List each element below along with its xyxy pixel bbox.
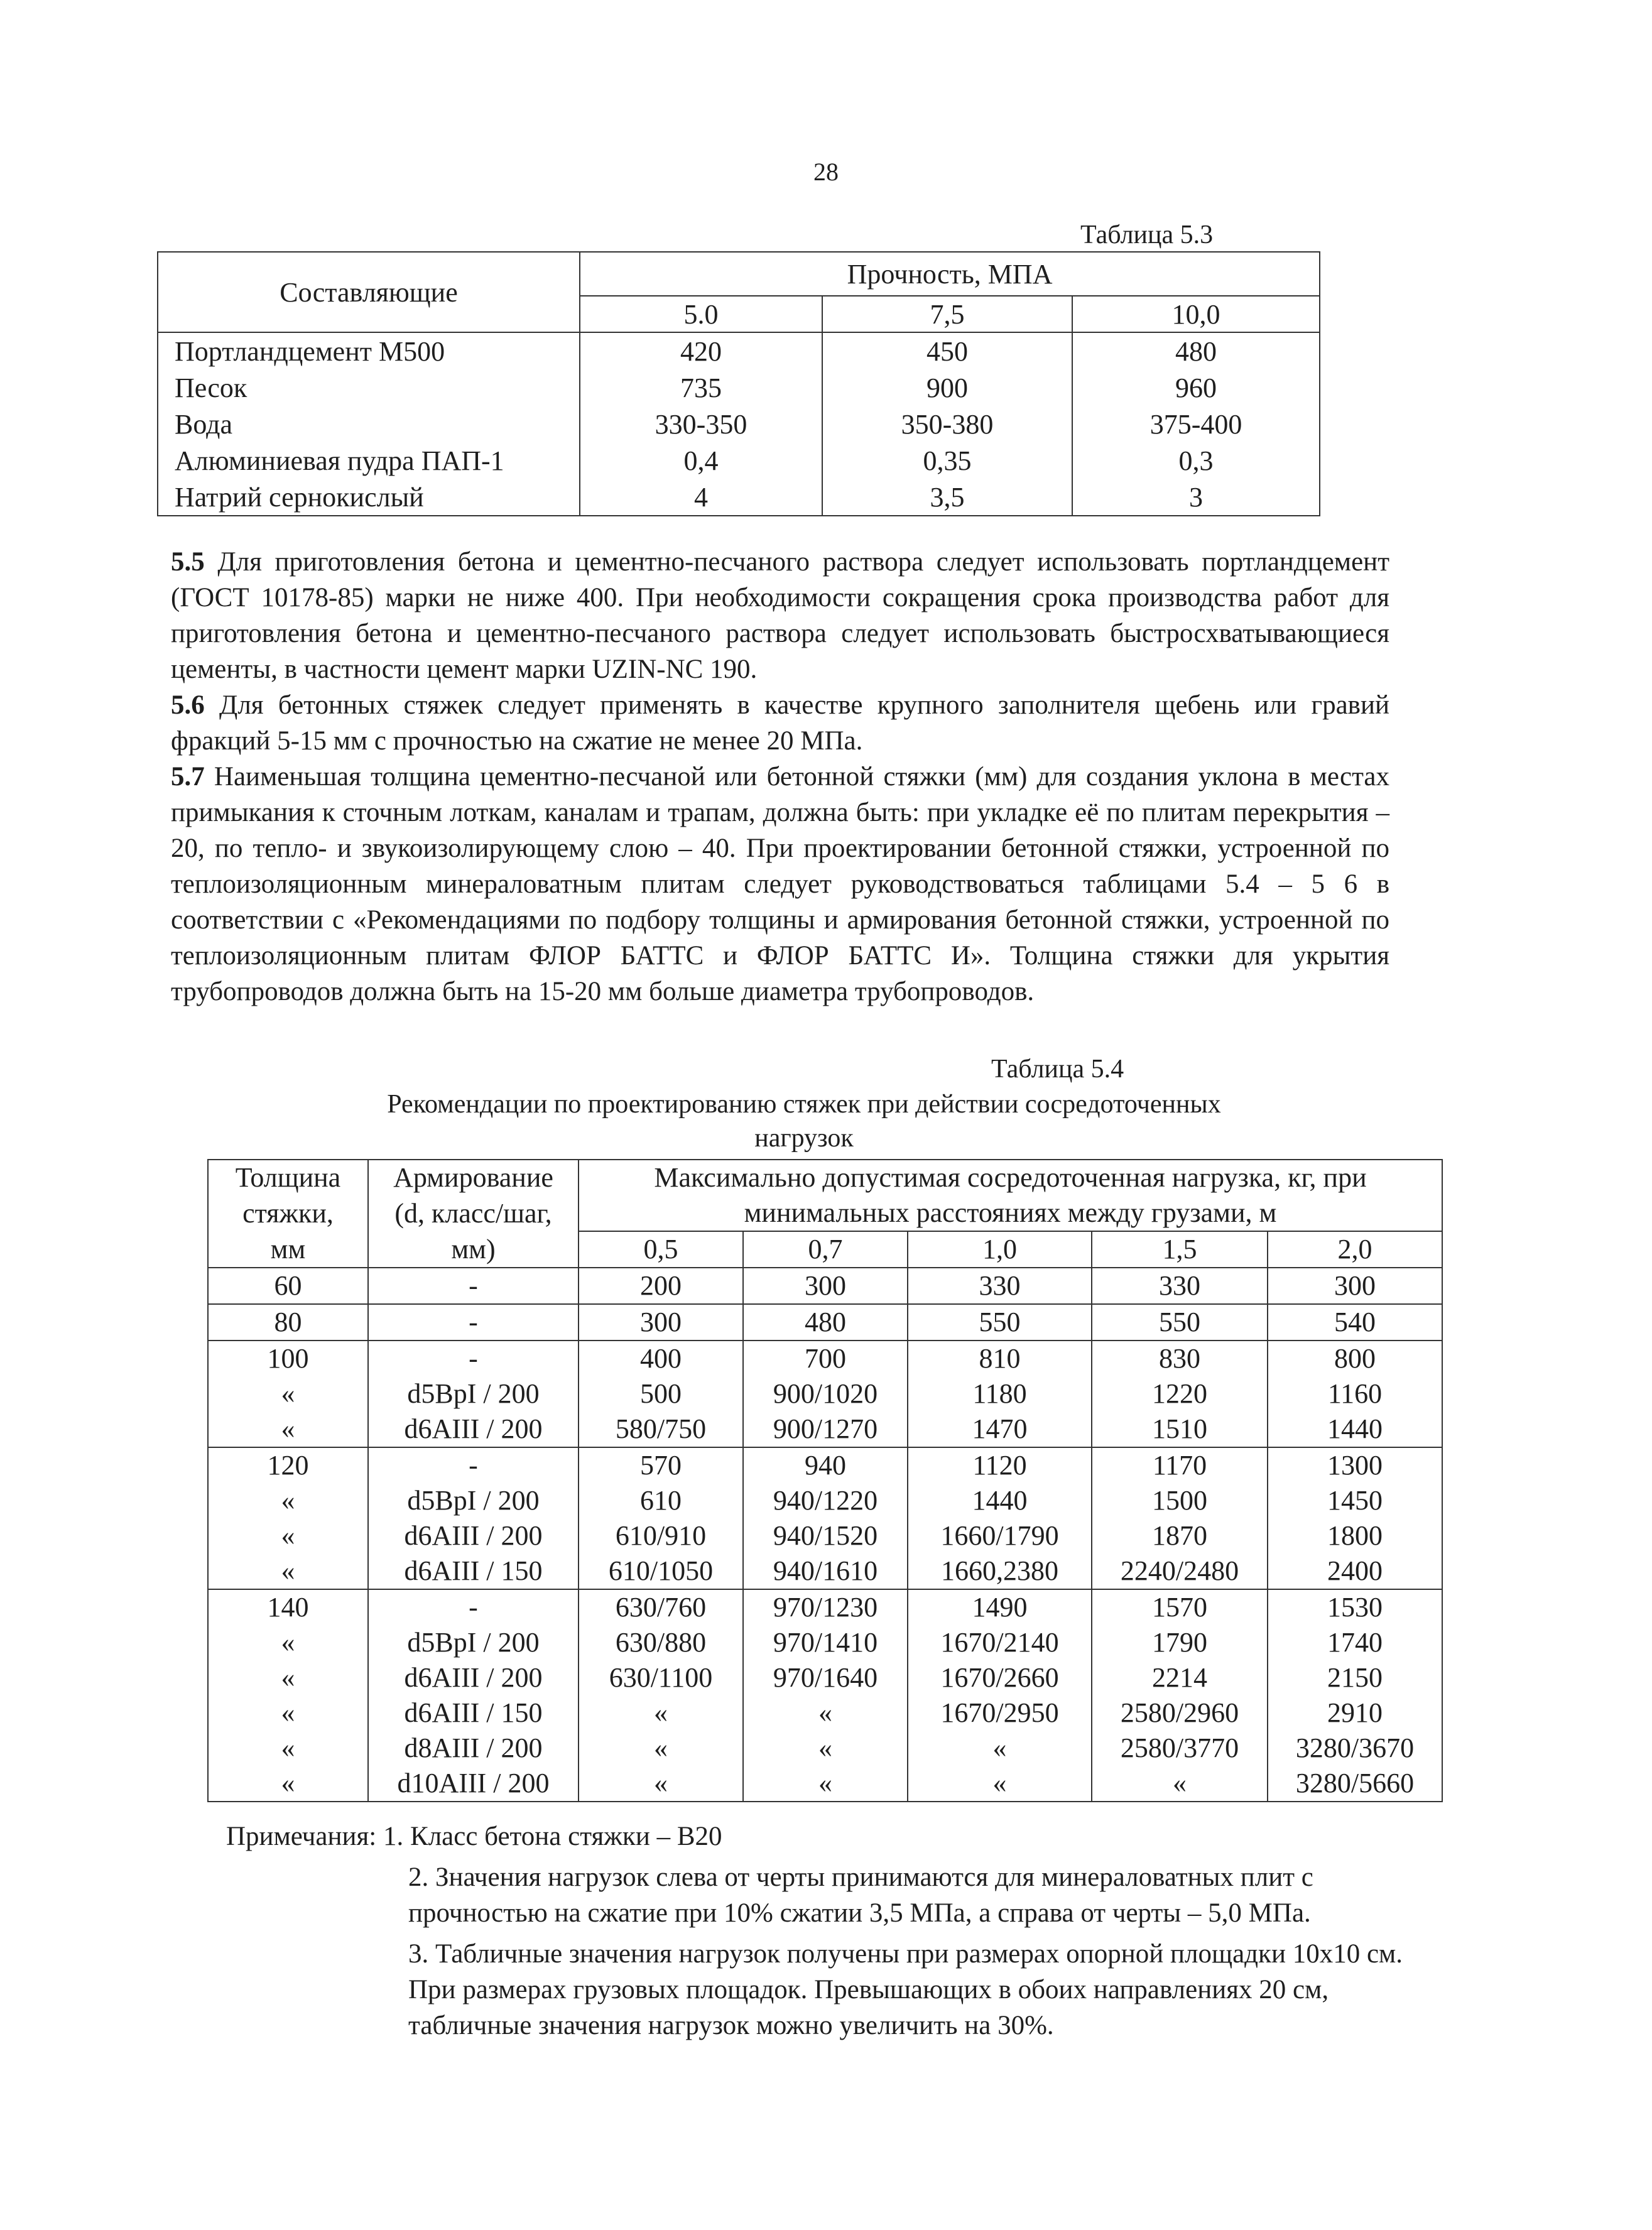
load-cell: 610 xyxy=(579,1483,743,1518)
row-label: Натрий сернокислый xyxy=(158,479,580,516)
load-cell: 940 xyxy=(743,1447,908,1483)
load-cell: 1170 xyxy=(1092,1447,1268,1483)
load-cell: 1510 xyxy=(1092,1411,1268,1447)
load-cell: 300 xyxy=(1268,1268,1442,1304)
table-5-4 xyxy=(207,1159,1443,1802)
cell: 350-380 xyxy=(822,406,1072,442)
table-row xyxy=(208,1731,1442,1766)
cell: 450 xyxy=(822,332,1072,369)
distance-header: 0,5 xyxy=(579,1231,743,1268)
column-header: 5.0 xyxy=(580,296,822,332)
load-cell: 2580/2960 xyxy=(1092,1695,1268,1731)
load-cell: 1220 xyxy=(1092,1376,1268,1411)
load-cell: 1490 xyxy=(908,1589,1092,1625)
thickness-cell: « xyxy=(208,1411,368,1447)
load-cell: « xyxy=(579,1731,743,1766)
table-row xyxy=(208,1268,1442,1304)
paragraph-number: 5.6 xyxy=(171,690,205,720)
load-cell: 1440 xyxy=(908,1483,1092,1518)
load-cell: 800 xyxy=(1268,1341,1442,1376)
paragraph-text: Для приготовления бетона и цементно-песчаного раствора следует использовать портландцемент (ГОСТ 10178-85) марки не ниже 400. При необходимости сокращения срока производства работ для приготовления бетона и цементно-песчаного раствора следует использовать быстросхватывающиеся цементы, в частности цемент марки UZIN-NC 190. xyxy=(171,547,1389,684)
paragraph-number: 5.7 xyxy=(171,762,205,791)
thickness-cell: « xyxy=(208,1483,368,1518)
cell: 735 xyxy=(580,369,822,406)
table-row xyxy=(158,406,1320,442)
load-cell: 2240/2480 xyxy=(1092,1553,1268,1589)
load-cell: « xyxy=(743,1731,908,1766)
cell: 0,4 xyxy=(580,442,822,479)
reinforcement-cell: - xyxy=(368,1447,579,1483)
load-cell: 330 xyxy=(908,1268,1092,1304)
reinforcement-cell: d6AIII / 200 xyxy=(368,1518,579,1553)
load-cell: 300 xyxy=(743,1268,908,1304)
load-cell: 300 xyxy=(579,1304,743,1341)
cell: 3,5 xyxy=(822,479,1072,516)
column-header: стяжки, xyxy=(208,1195,368,1231)
load-cell: 630/760 xyxy=(579,1589,743,1625)
table-row xyxy=(158,332,1320,369)
thickness-cell: « xyxy=(208,1731,368,1766)
table-row xyxy=(158,369,1320,406)
load-cell: 1530 xyxy=(1268,1589,1442,1625)
cell: 0,3 xyxy=(1072,442,1320,479)
table-row xyxy=(208,1483,1442,1518)
column-header: 7,5 xyxy=(822,296,1072,332)
column-header: мм xyxy=(208,1231,368,1268)
load-cell: 1870 xyxy=(1092,1518,1268,1553)
reinforcement-cell: d5BpI / 200 xyxy=(368,1376,579,1411)
note-item: 3. Табличные значения нагрузок получены при размерах опорной площадки 10х10 см. При размерах грузовых площадок. Превышающих в обоих направлениях 20 см, табличные значения нагрузок можно увеличить на 30%. xyxy=(408,1939,1403,2040)
row-label: Портландцемент М500 xyxy=(158,332,580,369)
column-header: (d, класс/шаг, xyxy=(368,1195,579,1231)
table-5-4-body xyxy=(208,1268,1442,1802)
load-cell: 610/910 xyxy=(579,1518,743,1553)
thickness-cell: 100 xyxy=(208,1341,368,1376)
cell: 900 xyxy=(822,369,1072,406)
thickness-cell: « xyxy=(208,1625,368,1660)
table-5-4-caption: Таблица 5.4 xyxy=(991,1055,1124,1084)
load-cell: 970/1410 xyxy=(743,1625,908,1660)
notes-label: Примечания: xyxy=(226,1822,377,1851)
load-cell: 1450 xyxy=(1268,1483,1442,1518)
load-cell: 550 xyxy=(908,1304,1092,1341)
distance-header: 1,5 xyxy=(1092,1231,1268,1268)
cell: 3 xyxy=(1072,479,1320,516)
group-header: Максимально допустимая сосредоточенная нагрузка, кг, при xyxy=(579,1160,1442,1195)
load-cell: 1470 xyxy=(908,1411,1092,1447)
cell: 330-350 xyxy=(580,406,822,442)
table-row xyxy=(208,1589,1442,1625)
thickness-cell: « xyxy=(208,1660,368,1695)
notes xyxy=(226,1819,1407,2043)
thickness-cell: « xyxy=(208,1695,368,1731)
reinforcement-cell: - xyxy=(368,1268,579,1304)
row-label: Песок xyxy=(158,369,580,406)
body-text xyxy=(171,544,1389,1009)
reinforcement-cell: d8AIII / 200 xyxy=(368,1731,579,1766)
load-cell: 1660,2380 xyxy=(908,1553,1092,1589)
reinforcement-cell: d6AIII / 150 xyxy=(368,1695,579,1731)
load-cell: 1570 xyxy=(1092,1589,1268,1625)
load-cell: 550 xyxy=(1092,1304,1268,1341)
paragraph-text: Наименьшая толщина цементно-песчаной или бетонной стяжки (мм) для создания уклона в местах примыкания к сточным лоткам, каналам и трапам, должна быть: при укладке её по плитам перекрытия – 20, по тепло- и звукоизолирующему слою – 40. При проектировании бетонной стяжки, устроенной по теплоизоляционным минераловатным плитам следует руководствоваться таблицами 5.4 – 5 6 в соответствии с «Рекомендациями по подбору толщины и армирования бетонной стяжки, устроенной по теплоизоляционным плитам ФЛОР БАТТС и ФЛОР БАТТС И». Толщина стяжки для укрытия трубопроводов должна быть на 15-20 мм больше диаметра трубопроводов. xyxy=(171,762,1389,1006)
cell: 480 xyxy=(1072,332,1320,369)
load-cell: 200 xyxy=(579,1268,743,1304)
table-row xyxy=(208,1625,1442,1660)
table-row xyxy=(208,1411,1442,1447)
load-cell: 810 xyxy=(908,1341,1092,1376)
load-cell: 940/1520 xyxy=(743,1518,908,1553)
load-cell: « xyxy=(908,1731,1092,1766)
load-cell: 630/880 xyxy=(579,1625,743,1660)
load-cell: 700 xyxy=(743,1341,908,1376)
load-cell: « xyxy=(1092,1766,1268,1802)
load-cell: 940/1220 xyxy=(743,1483,908,1518)
reinforcement-cell: - xyxy=(368,1589,579,1625)
table-5-3-caption: Таблица 5.3 xyxy=(1080,220,1214,249)
row-label: Вода xyxy=(158,406,580,442)
load-cell: 1440 xyxy=(1268,1411,1442,1447)
load-cell: 1670/2660 xyxy=(908,1660,1092,1695)
group-header: минимальных расстояниях между грузами, м xyxy=(579,1195,1442,1231)
table-row xyxy=(208,1660,1442,1695)
column-header: Составляющие xyxy=(158,252,580,332)
load-cell: 630/1100 xyxy=(579,1660,743,1695)
load-cell: « xyxy=(579,1695,743,1731)
note-item: 1. Класс бетона стяжки – В20 xyxy=(383,1822,722,1851)
column-header: Толщина xyxy=(208,1160,368,1195)
load-cell: 830 xyxy=(1092,1341,1268,1376)
reinforcement-cell: - xyxy=(368,1341,579,1376)
load-cell: 1790 xyxy=(1092,1625,1268,1660)
load-cell: 900/1020 xyxy=(743,1376,908,1411)
cell: 420 xyxy=(580,332,822,369)
reinforcement-cell: d6AIII / 200 xyxy=(368,1660,579,1695)
load-cell: 2214 xyxy=(1092,1660,1268,1695)
column-header: мм) xyxy=(368,1231,579,1268)
load-cell: 2400 xyxy=(1268,1553,1442,1589)
row-label: Алюминиевая пудра ПАП-1 xyxy=(158,442,580,479)
table-5-3 xyxy=(157,251,1320,516)
reinforcement-cell: - xyxy=(368,1304,579,1341)
reinforcement-cell: d10AIII / 200 xyxy=(368,1766,579,1802)
table-row xyxy=(208,1447,1442,1483)
load-cell: 1300 xyxy=(1268,1447,1442,1483)
column-header: 10,0 xyxy=(1072,296,1320,332)
paragraph-number: 5.5 xyxy=(171,547,205,577)
load-cell: 540 xyxy=(1268,1304,1442,1341)
group-header: Прочность, МПА xyxy=(580,252,1320,296)
table-row xyxy=(208,1376,1442,1411)
cell: 4 xyxy=(580,479,822,516)
load-cell: 570 xyxy=(579,1447,743,1483)
table-row xyxy=(208,1766,1442,1802)
load-cell: 2580/3770 xyxy=(1092,1731,1268,1766)
load-cell: 970/1640 xyxy=(743,1660,908,1695)
load-cell: « xyxy=(743,1695,908,1731)
reinforcement-cell: d6AIII / 150 xyxy=(368,1553,579,1589)
table-row xyxy=(158,442,1320,479)
distance-header: 0,7 xyxy=(743,1231,908,1268)
thickness-cell: 60 xyxy=(208,1268,368,1304)
load-cell: 1670/2950 xyxy=(908,1695,1092,1731)
load-cell: « xyxy=(743,1766,908,1802)
distance-header: 1,0 xyxy=(908,1231,1092,1268)
thickness-cell: « xyxy=(208,1766,368,1802)
table-row xyxy=(208,1695,1442,1731)
thickness-cell: « xyxy=(208,1518,368,1553)
thickness-cell: « xyxy=(208,1376,368,1411)
reinforcement-cell: d6AIII / 200 xyxy=(368,1411,579,1447)
cell: 960 xyxy=(1072,369,1320,406)
load-cell: 2150 xyxy=(1268,1660,1442,1695)
thickness-cell: « xyxy=(208,1553,368,1589)
load-cell: 900/1270 xyxy=(743,1411,908,1447)
load-cell: 1800 xyxy=(1268,1518,1442,1553)
load-cell: 1500 xyxy=(1092,1483,1268,1518)
load-cell: 480 xyxy=(743,1304,908,1341)
table-row xyxy=(208,1518,1442,1553)
load-cell: 330 xyxy=(1092,1268,1268,1304)
table-row xyxy=(208,1304,1442,1341)
load-cell: 1160 xyxy=(1268,1376,1442,1411)
load-cell: 3280/3670 xyxy=(1268,1731,1442,1766)
column-header: Армирование xyxy=(368,1160,579,1195)
table-row xyxy=(208,1553,1442,1589)
load-cell: « xyxy=(579,1766,743,1802)
paragraph-5-5 xyxy=(171,544,1389,687)
load-cell: 3280/5660 xyxy=(1268,1766,1442,1802)
cell: 375-400 xyxy=(1072,406,1320,442)
table-row xyxy=(158,479,1320,516)
load-cell: 970/1230 xyxy=(743,1589,908,1625)
paragraph-5-7 xyxy=(171,759,1389,1009)
paragraph-text: Для бетонных стяжек следует применять в качестве крупного заполнителя щебень или гравий фракций 5-15 мм с прочностью на сжатие не менее 20 МПа. xyxy=(171,690,1389,756)
load-cell: 1740 xyxy=(1268,1625,1442,1660)
thickness-cell: 140 xyxy=(208,1589,368,1625)
page-number: 28 xyxy=(813,158,839,186)
paragraph-5-6 xyxy=(171,687,1389,759)
load-cell: 2910 xyxy=(1268,1695,1442,1731)
load-cell: 610/1050 xyxy=(579,1553,743,1589)
table-5-4-title: Рекомендации по проектированию стяжек при действии сосредоточенных xyxy=(387,1090,1221,1119)
load-cell: 1660/1790 xyxy=(908,1518,1092,1553)
cell: 0,35 xyxy=(822,442,1072,479)
table-5-4-title-line2: нагрузок xyxy=(754,1124,854,1153)
thickness-cell: 80 xyxy=(208,1304,368,1341)
thickness-cell: 120 xyxy=(208,1447,368,1483)
load-cell: 400 xyxy=(579,1341,743,1376)
reinforcement-cell: d5BpI / 200 xyxy=(368,1483,579,1518)
load-cell: 940/1610 xyxy=(743,1553,908,1589)
load-cell: « xyxy=(908,1766,1092,1802)
load-cell: 1120 xyxy=(908,1447,1092,1483)
table-row xyxy=(208,1341,1442,1376)
load-cell: 1180 xyxy=(908,1376,1092,1411)
load-cell: 580/750 xyxy=(579,1411,743,1447)
load-cell: 500 xyxy=(579,1376,743,1411)
reinforcement-cell: d5BpI / 200 xyxy=(368,1625,579,1660)
note-item: 2. Значения нагрузок слева от черты принимаются для минераловатных плит с прочностью на сжатие при 10% сжатии 3,5 МПа, а справа от черты – 5,0 МПа. xyxy=(408,1863,1313,1928)
load-cell: 1670/2140 xyxy=(908,1625,1092,1660)
distance-header: 2,0 xyxy=(1268,1231,1442,1268)
